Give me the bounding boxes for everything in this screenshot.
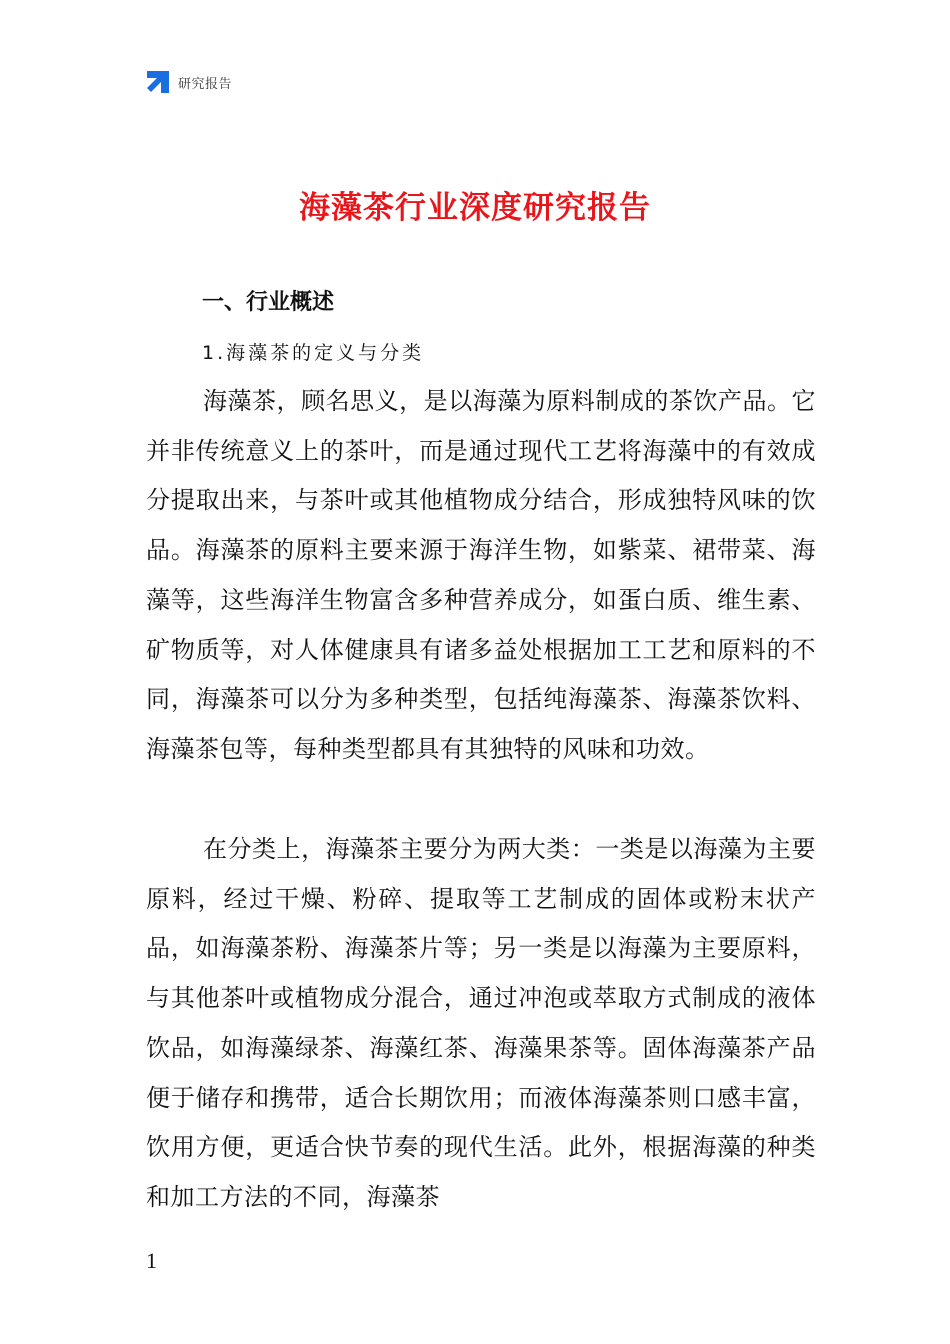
subsection-heading: 1.海藻茶的定义与分类 bbox=[202, 342, 425, 364]
document-title: 海藻茶行业深度研究报告 bbox=[299, 190, 651, 226]
report-header bbox=[145, 68, 232, 96]
body-paragraph-2: 在分类上，海藻茶主要分为两大类：一类是以海藻为主要原料，经过干燥、粉碎、提取等工艺制成的固体或粉末状产品，如海藻茶粉、海藻茶片等；另一类是以海藻为主要原料，与其他茶叶或植物成分混合，通过冲泡或萃取方式制成的液体饮品，如海藻绿茶、海藻红茶、海藻果茶等。固体海藻茶产品便于储存和携带，适合长期饮用；而液体海藻茶则口感丰富，饮用方便，更适合快节奏的现代生活。此外，根据海藻的种类和加工方法的不同，海藻茶 bbox=[146, 835, 816, 1211]
arrow-up-right-logo-icon bbox=[145, 69, 171, 95]
section-heading: 一、行业概述 bbox=[202, 290, 335, 315]
page-number: 1 bbox=[146, 1248, 157, 1273]
header-label: 研究报告 bbox=[178, 76, 233, 92]
body-paragraph-1: 海藻茶，顾名思义，是以海藻为原料制成的茶饮产品。它并非传统意义上的茶叶，而是通过现代工艺将海藻中的有效成分提取出来，与茶叶或其他植物成分结合，形成独特风味的饮品。海藻茶的原料主要来源于海洋生物，如紫菜、裙带菜、海藻等，这些海洋生物富含多种营养成分，如蛋白质、维生素、矿物质等，对人体健康具有诸多益处根据加工工艺和原料的不同，海藻茶可以分为多种类型，包括纯海藻茶、海藻茶饮料、海藻茶包等，每种类型都具有其独特的风味和功效。 bbox=[146, 387, 816, 763]
